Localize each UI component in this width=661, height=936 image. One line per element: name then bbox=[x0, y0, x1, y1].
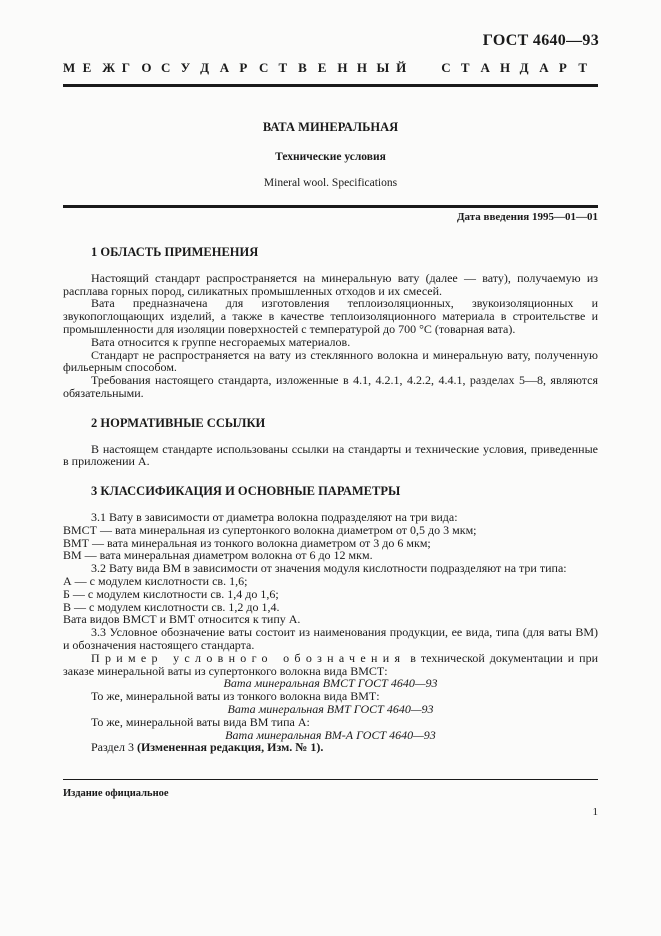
header-letter: Т bbox=[278, 60, 288, 75]
example-designation: Вата минеральная ВМСТ ГОСТ 4640—93 bbox=[223, 676, 438, 691]
section-3-heading: 3 КЛАССИФИКАЦИЯ И ОСНОВНЫЕ ПАРАМЕТРЫ bbox=[91, 484, 401, 499]
paragraph: Стандарт не распространяется на вату из стеклянного волокна и минеральную вату, полученную фильерным способом. bbox=[63, 347, 598, 375]
header-letter: М bbox=[63, 60, 76, 75]
effective-date: Дата введения 1995—01—01 bbox=[456, 211, 598, 223]
paragraph: Настоящий стандарт распространяется на минеральную вату (далее — вату), получаемую из расплава горных пород, силикатных промышленных отходов и их смесей. bbox=[63, 270, 598, 298]
header-letter: Р bbox=[239, 60, 248, 75]
section-3 bbox=[63, 485, 598, 754]
header-letter: Е bbox=[317, 60, 327, 75]
document-title: ВАТА МИНЕРАЛЬНАЯ bbox=[262, 120, 399, 134]
header-letter: С bbox=[258, 60, 269, 75]
header-letter: С bbox=[441, 60, 451, 75]
header-letter: А bbox=[219, 60, 230, 75]
official-edition: Издание официальное bbox=[63, 788, 169, 799]
paragraph: То же, минеральной ваты вида ВМ типа А: bbox=[91, 714, 310, 729]
paragraph: 3.3 Условное обозначение ваты состоит из наименования продукции, ее вида, типа (для ваты ВМ) и обозначения настоящего стандарта. bbox=[63, 625, 598, 652]
paragraph: ВМСТ — вата минеральная из супертонкого волокна диаметром от 0,5 до 3 мкм; bbox=[63, 522, 477, 537]
example-designation: Вата минеральная ВМ-А ГОСТ 4640—93 bbox=[225, 727, 436, 742]
header-letter: А bbox=[480, 60, 490, 75]
header-letter: Ж bbox=[102, 60, 116, 75]
example-label: Пример условного обозначения bbox=[91, 650, 406, 665]
document-subtitle: Технические условия bbox=[275, 151, 386, 163]
header-letter: Е bbox=[82, 60, 92, 75]
header-letter: О bbox=[141, 60, 152, 75]
header-letter: А bbox=[539, 60, 549, 75]
paragraph: ВМ — вата минеральная диаметром волокна от 6 до 12 мкм. bbox=[63, 548, 373, 563]
page-number: 1 bbox=[592, 806, 598, 818]
header-letter: В bbox=[298, 60, 307, 75]
paragraph: А — с модулем кислотности св. 1,6; bbox=[63, 573, 248, 588]
header-letter: Й bbox=[396, 60, 407, 75]
section-2 bbox=[63, 417, 598, 468]
title-block bbox=[63, 120, 598, 189]
header-letter: Н bbox=[356, 60, 368, 75]
standard-word bbox=[441, 60, 598, 76]
header-letter: Н bbox=[337, 60, 348, 75]
paragraph: В — с модулем кислотности св. 1,2 до 1,4. bbox=[63, 599, 280, 614]
paragraph: 3.1 Вату в зависимости от диаметра волокна подразделяют на три вида: bbox=[91, 509, 458, 524]
section-1-heading: 1 ОБЛАСТЬ ПРИМЕНЕНИЯ bbox=[91, 245, 259, 259]
paragraph: Вата предназначена для изготовления теплоизоляционных, звукоизоляционных и звукопоглощающих изделий, а также в качестве теплоизоляционного материала в строительстве и промышленности для изоляции поверхностей с температурой до 700 °С (товарная вата). bbox=[63, 296, 598, 336]
paragraph: Б — с модулем кислотности св. 1,4 до 1,6; bbox=[63, 586, 279, 601]
header-letter: Ы bbox=[376, 60, 390, 75]
example-designation: Вата минеральная ВМТ ГОСТ 4640—93 bbox=[227, 701, 434, 716]
paragraph: ВМТ — вата минеральная из тонкого волокна диаметром от 3 до 6 мкм; bbox=[63, 535, 431, 550]
standard-type-header bbox=[63, 60, 598, 76]
header-letter: Д bbox=[519, 60, 529, 75]
header-letter: Т bbox=[460, 60, 470, 75]
gost-code: ГОСТ 4640—93 bbox=[482, 32, 599, 49]
amendment-prefix: Раздел 3 bbox=[91, 740, 137, 755]
interstate-word bbox=[63, 60, 416, 76]
paragraph: Вата видов ВМСТ и ВМТ относится к типу А. bbox=[63, 612, 301, 627]
section-1 bbox=[63, 246, 598, 400]
header-letter: У bbox=[180, 60, 191, 75]
header-letter: С bbox=[160, 60, 171, 75]
title-rule bbox=[63, 205, 598, 208]
paragraph: В настоящем стандарте использованы ссылки на стандарты и технические условия, приведенные в приложении А. bbox=[63, 441, 598, 469]
english-title: Mineral wool. Specifications bbox=[263, 177, 398, 189]
header-letter: Г bbox=[121, 60, 131, 75]
section-2-heading: 2 НОРМАТИВНЫЕ ССЫЛКИ bbox=[91, 415, 266, 430]
example-paragraph bbox=[63, 652, 598, 678]
document-body bbox=[63, 246, 598, 771]
header-letter: Н bbox=[500, 60, 511, 75]
paragraph: Вата относится к группе несгораемых материалов. bbox=[91, 334, 351, 349]
header-letter: Р bbox=[558, 60, 567, 75]
paragraph: То же, минеральной ваты из тонкого волокна вида ВМТ: bbox=[91, 689, 380, 704]
example-text: в технической документации и при заказе минеральной ваты из супертонкого волокна вида ВМСТ: bbox=[63, 650, 598, 678]
amendment-text: (Измененная редакция, Изм. № 1). bbox=[136, 740, 324, 755]
footer-rule bbox=[63, 779, 598, 780]
header-letter: Т bbox=[578, 60, 588, 75]
paragraph: Требования настоящего стандарта, изложенные в 4.1, 4.2.1, 4.2.2, 4.4.1, разделах 5—8, являются обязательными. bbox=[63, 373, 598, 400]
paragraph: 3.2 Вату вида ВМ в зависимости от значения модуля кислотности подразделяют на три типа: bbox=[91, 561, 567, 576]
header-rule bbox=[63, 84, 598, 87]
amendment-note bbox=[63, 741, 598, 754]
header-letter: Д bbox=[200, 60, 210, 75]
